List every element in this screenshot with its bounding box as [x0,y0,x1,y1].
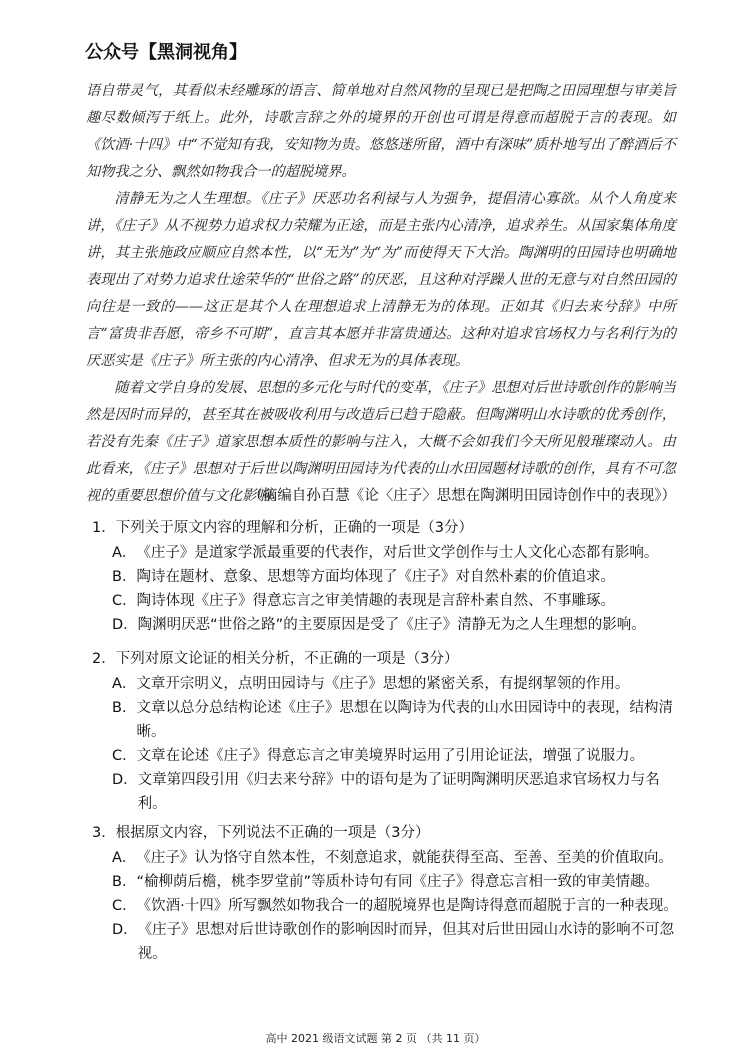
option-letter: A． [112,545,137,561]
option-letter: C． [112,593,137,609]
question-stem: 3．根据原文内容，下列说法不正确的一项是（3分） [92,825,430,841]
option-text: 《饮酒·十四》所写飘然如物我合一的超脱境界也是陶诗得意而超脱于言的一种表现。 [136,898,678,914]
option-b[interactable] [92,565,682,589]
option-text: 文章在论述《庄子》得意忘言之审美境界时运用了引用论证法，增强了说服力。 [136,748,645,764]
option-letter: C． [112,748,137,764]
question-3 [92,822,682,966]
option-c[interactable] [92,894,682,918]
option-c[interactable] [92,589,682,613]
option-letter: B． [112,874,137,890]
option-letter: D． [112,922,138,938]
option-text: 文章以总分总结构论述《庄子》思想在以陶诗为代表的山水田园诗中的表现，结构清晰。 [136,700,673,740]
option-a[interactable] [92,541,682,565]
question-stem: 1．下列关于原文内容的理解和分析，正确的一项是（3分） [92,520,473,536]
question-2 [92,648,682,816]
question-stem: 2．下列对原文论证的相关分析，不正确的一项是（3分） [92,651,459,667]
passage-paragraph: 清静无为之人生理想。《庄子》厌恶功名利禄与人为强争，提倡清心寡欲。从个人角度来讲，《庄子》从不视势力追求权力荣耀为正途，而是主张内心清净，追求养生。从国家集体角度讲，其主张施政应顺应自然本性，以“无为”为“为”而使得天下大治。陶渊明的田园诗也明确地表现出了对势力追求仕途荣华的“世俗之路”的厌恶，且这种对浮躁人世的无意与对自然田园的向往是一致的——这正是其个人在理想追求上清静无为的体现。正如其《归去来兮辞》中所言“富贵非吾愿，帝乡不可期”，直言其本愿并非富贵通达。这种对追求官场权力与名利行为的厌恶实是《庄子》所主张的内心清净、但求无为的具体表现。 [86,191,676,369]
option-d[interactable] [92,768,682,816]
option-a[interactable] [92,672,682,696]
option-letter: A． [112,676,137,692]
option-text: 《庄子》思想对后世诗歌创作的影响因时而异，但其对后世田园山水诗的影响不可忽视。 [137,922,675,962]
option-letter: D． [112,772,138,788]
option-text: 《庄子》是道家学派最重要的代表作，对后世文学创作与士人文化心态都有影响。 [136,545,659,561]
option-a[interactable] [92,846,682,870]
reading-passage [86,78,676,510]
passage-paragraph: 语自带灵气，其看似未经雕琢的语言、简单地对自然风物的呈现已是把陶之田园理想与审美旨趣尽数倾泻于纸上。此外，诗歌言辞之外的境界的开创也可谓是得意而超脱于言的表现。如《饮酒·十四》中“不觉知有我，安知物为贵。悠悠迷所留，酒中有深味”质朴地写出了醉酒后不知物我之分、飘然如物我合一的超脱境界。 [86,83,676,180]
option-text: 陶诗体现《庄子》得意忘言之审美情趣的表现是言辞朴素自然、不事雕琢。 [136,593,616,609]
option-text: 陶渊明厌恶“世俗之路”的主要原因是受了《庄子》清静无为之人生理想的影响。 [137,617,646,633]
option-letter: A． [112,850,137,866]
option-letter: D． [112,617,138,633]
option-letter: B． [112,569,137,585]
watermark-label: 公众号【黑洞视角】 [85,42,247,63]
option-c[interactable] [92,744,682,768]
option-letter: B． [112,700,137,716]
passage-paragraph: 随着文学自身的发展、思想的多元化与时代的变革，《庄子》思想对后世诗歌创作的影响当然是因时而异的，甚至其在被吸收利用与改造后已趋于隐蔽。但陶渊明山水诗歌的优秀创作，若没有先秦《庄子》道家思想本质性的影响与注入，大概不会如我们今天所见般璀璨动人。由此看来，《庄子》思想对于后世以陶渊明田园诗为代表的山水田园题材诗歌的创作，具有不可忽视的重要思想价值与文化影响。 [86,380,676,504]
option-letter: C． [112,898,137,914]
option-text: “榆柳荫后檐，桃李罗堂前”等质朴诗句有同《庄子》得意忘言相一致的审美情趣。 [136,874,659,890]
option-d[interactable] [92,613,682,637]
page-footer: 高中 2021 级语文试题 第 2 页 （共 11 页） [265,1032,486,1045]
option-b[interactable] [92,696,682,744]
question-1 [92,517,682,637]
option-text: 《庄子》认为恪守自然本性，不刻意追求，就能获得至高、至善、至美的价值取向。 [136,850,673,866]
passage-source: （摘编自孙百慧《论〈庄子〉思想在陶渊明田园诗创作中的表现》） [248,488,676,504]
option-text: 文章开宗明义，点明田园诗与《庄子》思想的紧密关系，有提纲挈领的作用。 [136,676,630,692]
option-text: 陶诗在题材、意象、思想等方面均体现了《庄子》对自然朴素的价值追求。 [136,569,615,585]
option-b[interactable] [92,870,682,894]
option-d[interactable] [92,918,682,966]
option-text: 文章第四段引用《归去来兮辞》中的语句是为了证明陶渊明厌恶追求官场权力与名利。 [137,772,660,812]
